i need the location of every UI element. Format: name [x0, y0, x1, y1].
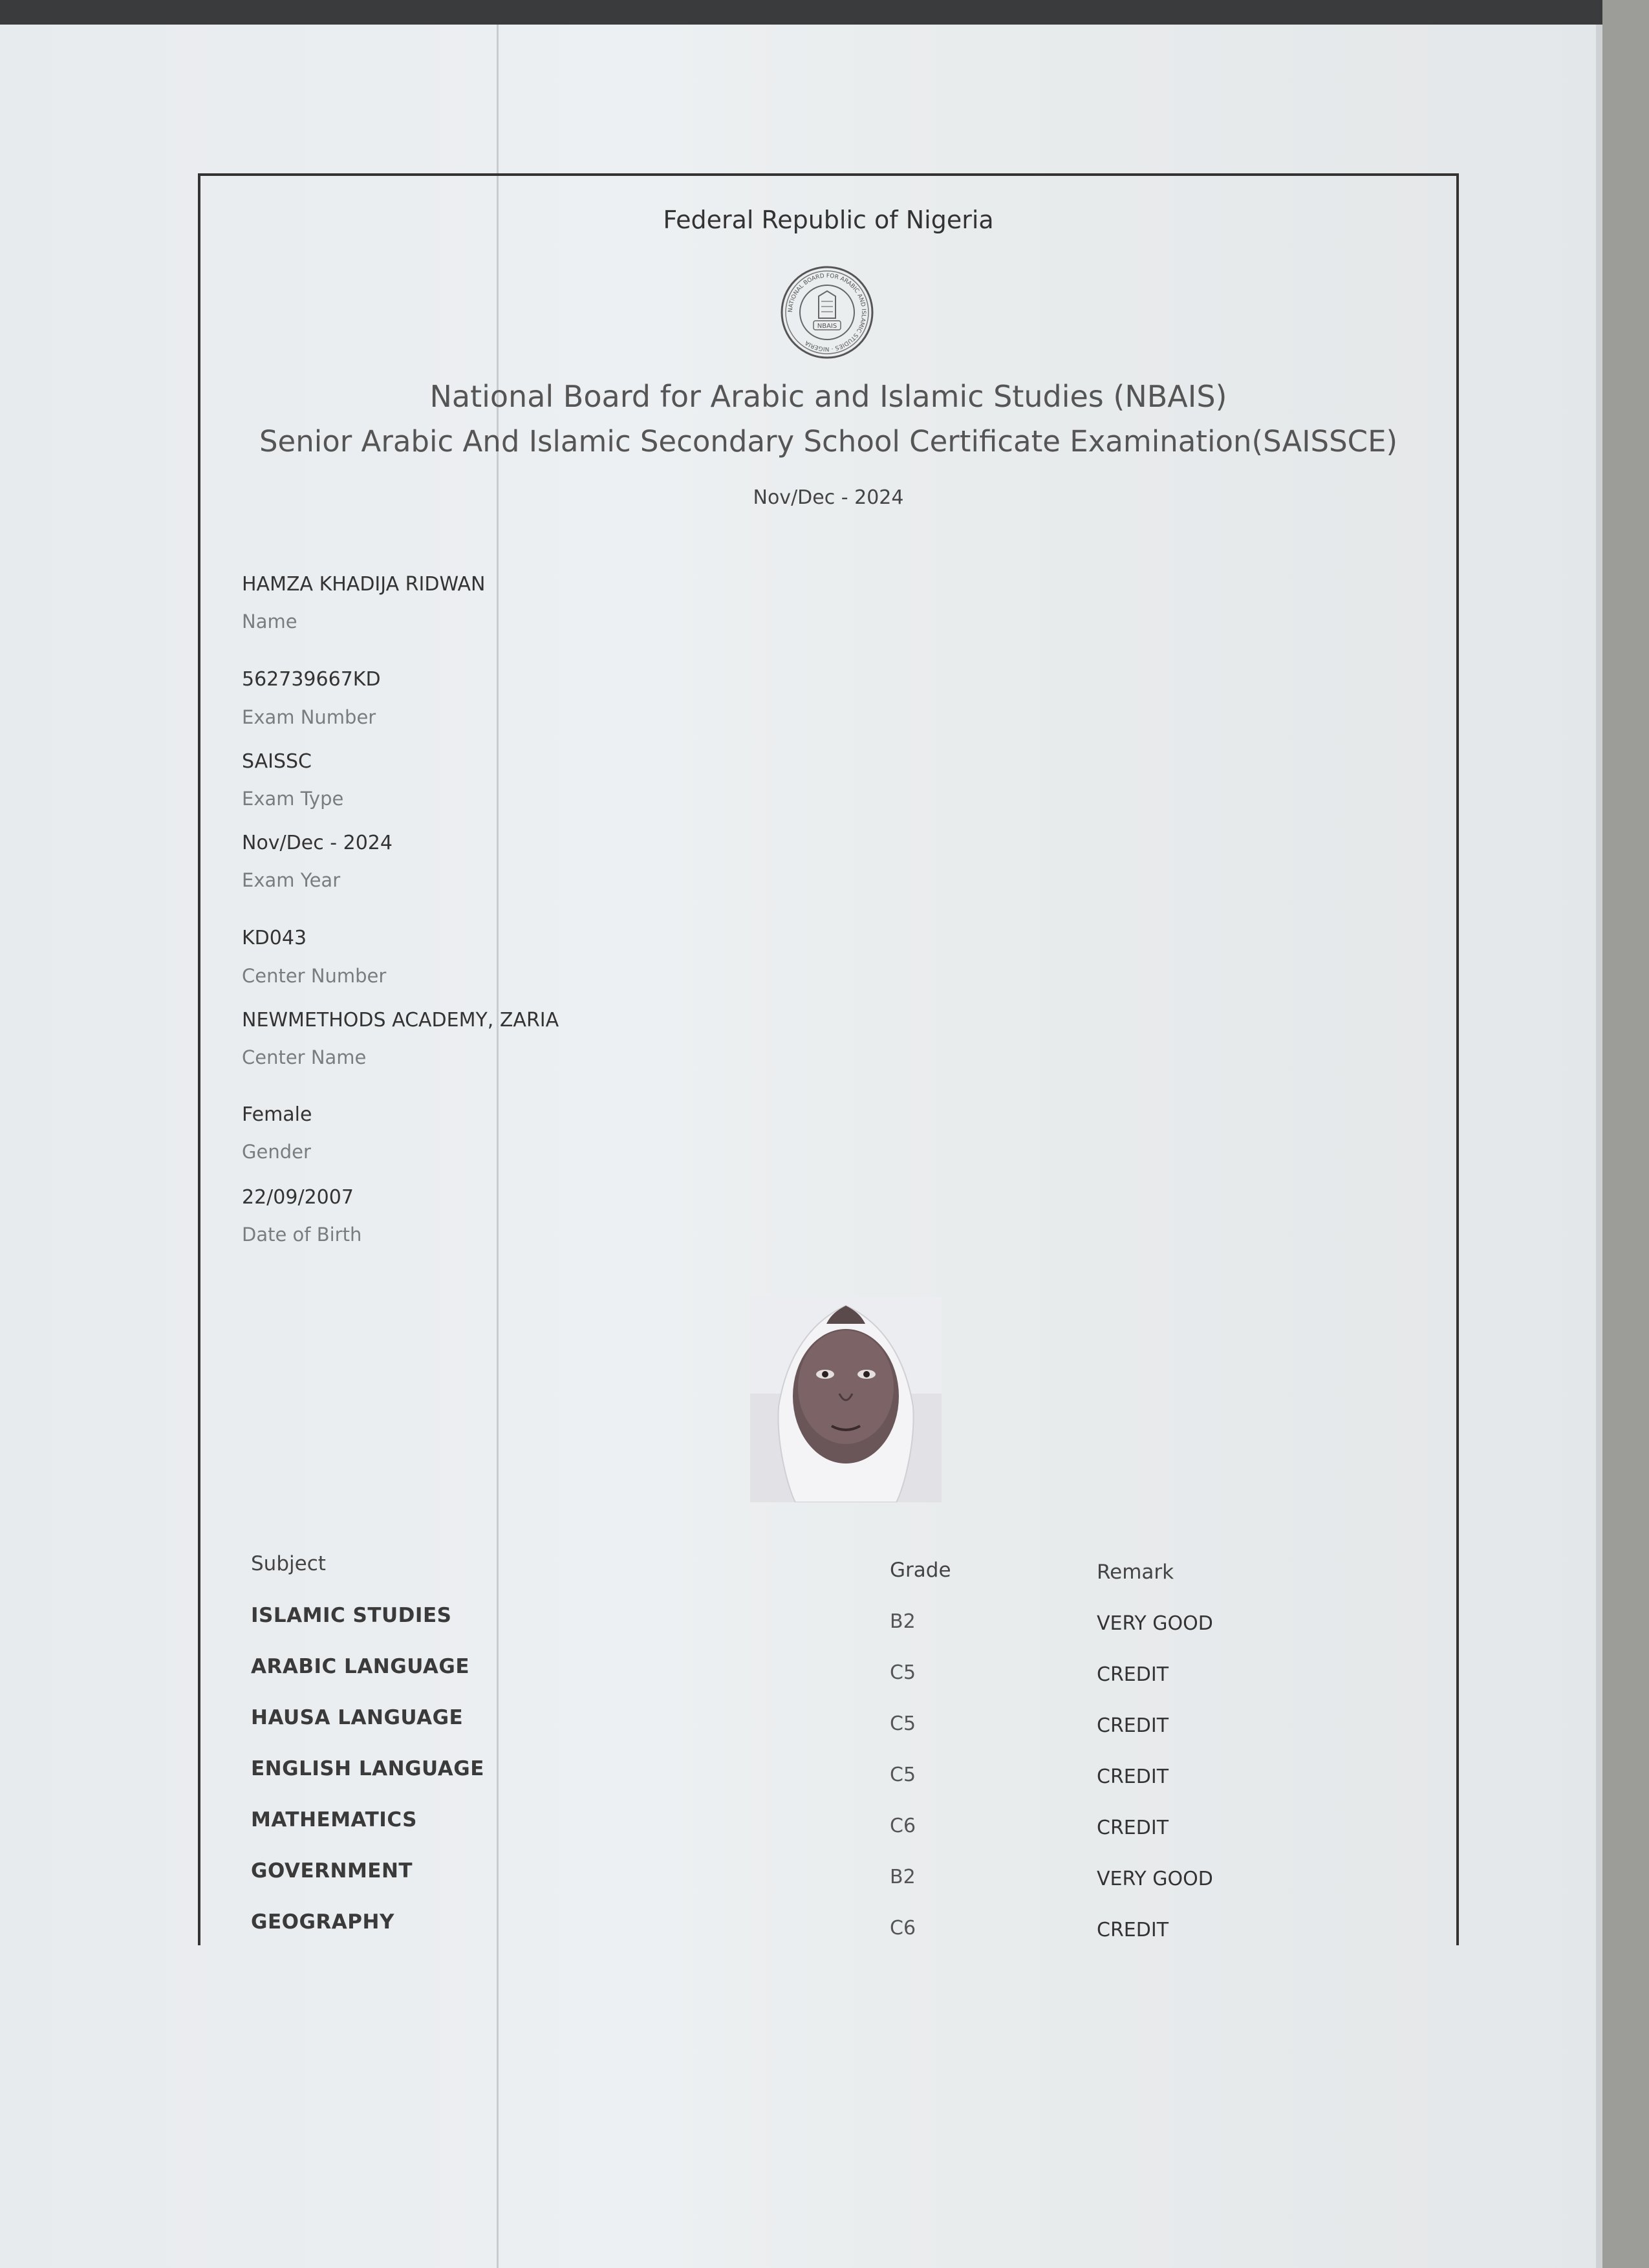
- subject-cell: GOVERNMENT: [251, 1859, 413, 1883]
- grade-cell: B2: [890, 1866, 916, 1888]
- center-name-value: NEWMETHODS ACADEMY, ZARIA: [242, 1009, 559, 1031]
- remark-cell: CREDIT: [1097, 1817, 1169, 1839]
- board-title: National Board for Arabic and Islamic Studies (NBAIS): [429, 379, 1227, 414]
- candidate-photo: [750, 1297, 942, 1502]
- subject-cell: ARABIC LANGUAGE: [251, 1655, 470, 1678]
- grade-cell: C5: [890, 1661, 916, 1684]
- scan-right-edge: [1602, 0, 1649, 2268]
- grade-cell: B2: [890, 1610, 916, 1633]
- remark-cell: CREDIT: [1097, 1919, 1169, 1941]
- center-number-value: KD043: [242, 927, 307, 949]
- svg-text:NBAIS: NBAIS: [817, 323, 837, 330]
- gender-label: Gender: [242, 1141, 311, 1163]
- remark-cell: CREDIT: [1097, 1714, 1169, 1737]
- subject-cell: MATHEMATICS: [251, 1808, 417, 1831]
- subject-cell: GEOGRAPHY: [251, 1910, 394, 1934]
- date-of-birth-label: Date of Birth: [242, 1224, 362, 1246]
- remark-cell: CREDIT: [1097, 1663, 1169, 1686]
- grade-cell: C6: [890, 1815, 916, 1837]
- remark-cell: CREDIT: [1097, 1766, 1169, 1788]
- candidate-name-value: HAMZA KHADIJA RIDWAN: [242, 573, 486, 596]
- subject-cell: ENGLISH LANGUAGE: [251, 1757, 484, 1780]
- svg-text:NATIONAL BOARD FOR ARABIC AND: NATIONAL BOARD FOR ARABIC AND ISLAMIC STUDIES · NIGERIA: [787, 272, 867, 352]
- paper-edge-shadow: [1596, 25, 1602, 2268]
- exam-type-label: Exam Type: [242, 788, 344, 810]
- exam-number-label: Exam Number: [242, 706, 376, 728]
- date-of-birth-value: 22/09/2007: [242, 1186, 354, 1209]
- grade-column-header: Grade: [890, 1559, 951, 1582]
- subject-cell: HAUSA LANGUAGE: [251, 1706, 464, 1729]
- grade-cell: C5: [890, 1712, 916, 1735]
- candidate-name-label: Name: [242, 610, 297, 632]
- nbais-seal-icon: [780, 265, 874, 360]
- exam-type-value: SAISSC: [242, 750, 312, 773]
- scan-top-edge: [0, 0, 1649, 26]
- exam-number-value: 562739667KD: [242, 668, 381, 691]
- remark-cell: VERY GOOD: [1097, 1868, 1213, 1890]
- subject-column-header: Subject: [251, 1552, 326, 1575]
- remark-cell: VERY GOOD: [1097, 1612, 1213, 1635]
- republic-heading: Federal Republic of Nigeria: [663, 206, 994, 234]
- exam-year-label: Exam Year: [242, 869, 341, 891]
- exam-session: Nov/Dec - 2024: [753, 486, 904, 509]
- grade-cell: C6: [890, 1917, 916, 1939]
- gender-value: Female: [242, 1103, 312, 1126]
- subject-cell: ISLAMIC STUDIES: [251, 1604, 452, 1627]
- exam-title: Senior Arabic And Islamic Secondary School Certificate Examination(SAISSCE): [259, 424, 1398, 459]
- center-number-label: Center Number: [242, 965, 387, 987]
- remark-column-header: Remark: [1097, 1561, 1174, 1584]
- exam-year-value: Nov/Dec - 2024: [242, 832, 393, 854]
- grade-cell: C5: [890, 1764, 916, 1786]
- center-name-label: Center Name: [242, 1046, 367, 1068]
